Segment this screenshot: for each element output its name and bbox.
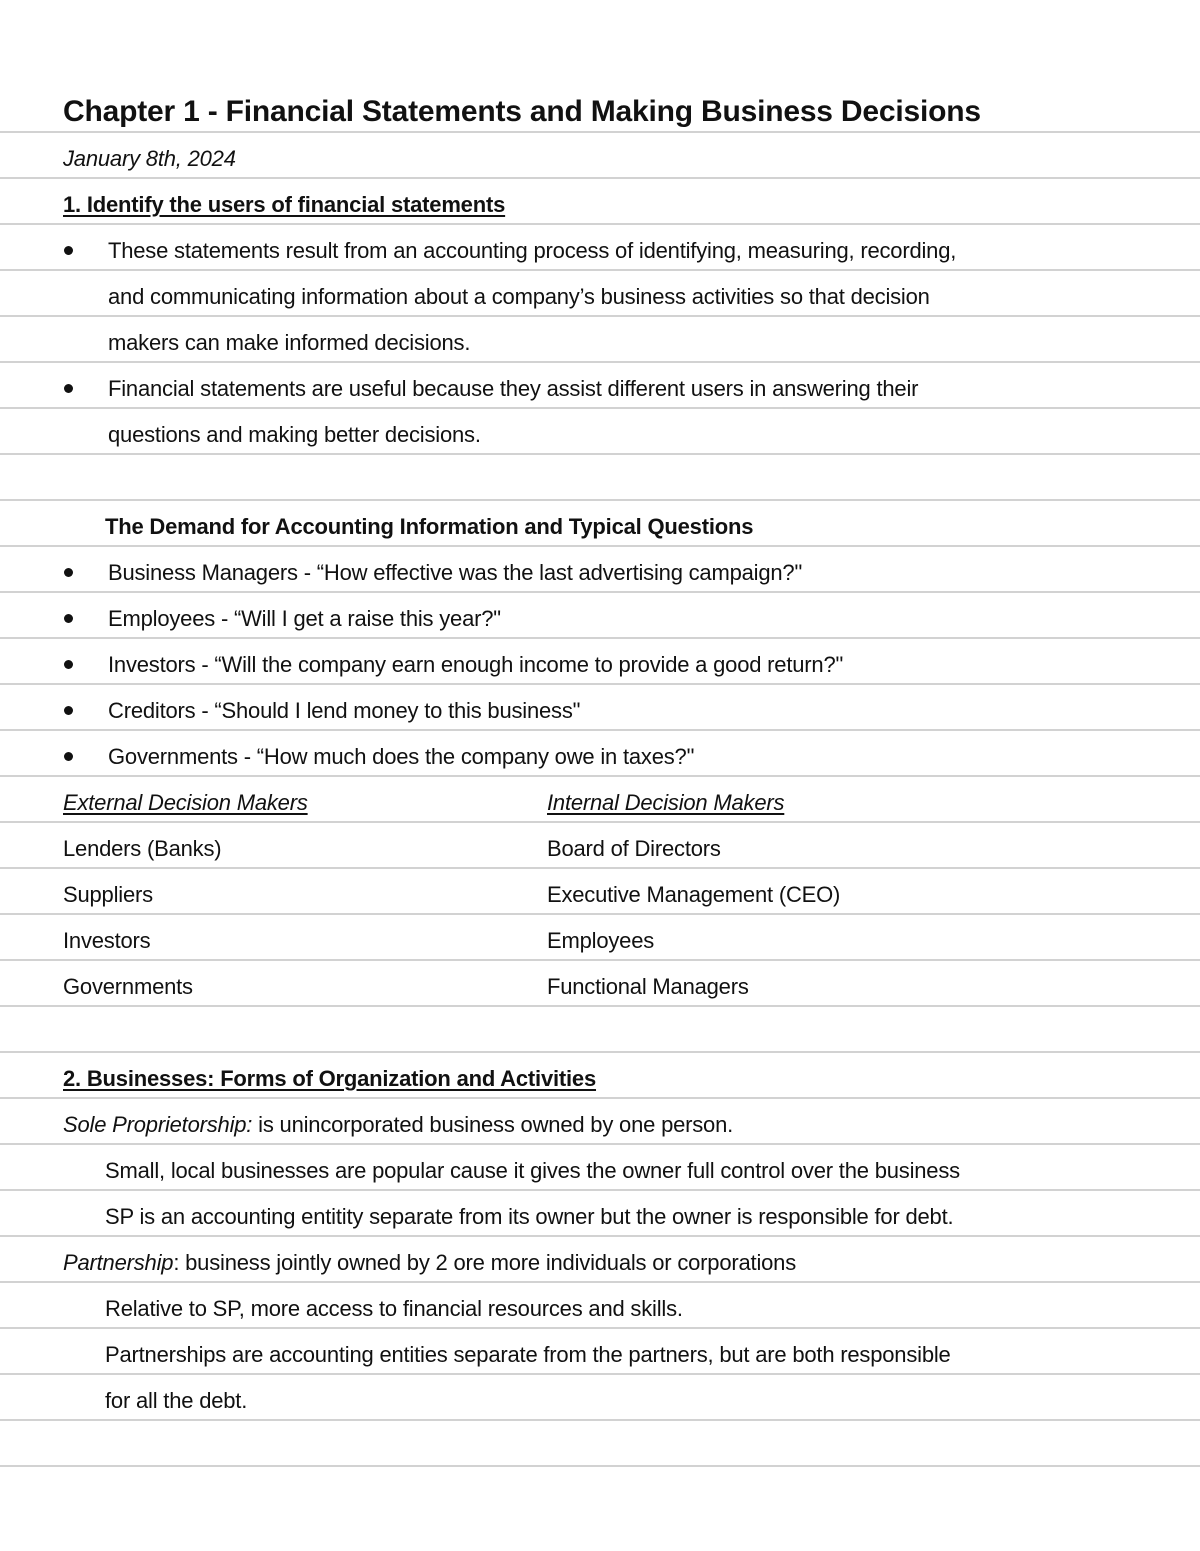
- note: SP is an accounting entitity separate from its owner but the owner is responsible for debt.: [105, 1204, 954, 1229]
- sole-proprietorship-definition: [63, 1112, 733, 1138]
- bullet-text: and communicating information about a company’s business activities so that decision: [108, 284, 930, 309]
- definition: : business jointly owned by 2 ore more individuals or corporations: [173, 1250, 796, 1275]
- bullet-text: Financial statements are useful because they assist different users in answering their: [108, 376, 919, 401]
- external-item: Governments: [63, 974, 193, 999]
- bullet-text: makers can make informed decisions.: [108, 330, 471, 355]
- question-item: Employees - “Will I get a raise this year?": [108, 606, 501, 631]
- section-2-heading: 2. Businesses: Forms of Organization and Activities: [63, 1066, 597, 1091]
- bullet-icon: [64, 660, 73, 669]
- bullet-icon: [64, 246, 73, 255]
- internal-item: Employees: [547, 928, 655, 953]
- bullet-icon: [64, 384, 73, 393]
- external-item: Investors: [63, 928, 151, 953]
- bullet-text: These statements result from an accounting process of identifying, measuring, recording,: [108, 238, 957, 263]
- external-item: Lenders (Banks): [63, 836, 222, 861]
- question-item: Investors - “Will the company earn enough income to provide a good return?": [108, 652, 844, 677]
- section-1-heading: 1. Identify the users of financial statements: [63, 192, 506, 217]
- definition: is unincorporated business owned by one person.: [252, 1112, 734, 1137]
- question-item: Business Managers - “How effective was the last advertising campaign?": [108, 560, 803, 585]
- note: Small, local businesses are popular cause it gives the owner full control over the business: [105, 1158, 960, 1183]
- internal-item: Executive Management (CEO): [547, 882, 841, 907]
- term: Sole Proprietorship:: [63, 1112, 253, 1137]
- question-item: Creditors - “Should I lend money to this business": [108, 698, 581, 723]
- bullet-icon: [64, 752, 73, 761]
- internal-item: Functional Managers: [547, 974, 749, 999]
- date: January 8th, 2024: [63, 146, 236, 171]
- note: Relative to SP, more access to financial resources and skills.: [105, 1296, 683, 1321]
- page-title: Chapter 1 - Financial Statements and Making Business Decisions: [63, 95, 981, 128]
- subheading: The Demand for Accounting Information and Typical Questions: [105, 514, 754, 539]
- internal-item: Board of Directors: [547, 836, 721, 861]
- external-item: Suppliers: [63, 882, 153, 907]
- bullet-icon: [64, 614, 73, 623]
- partnership-definition: [63, 1250, 796, 1276]
- term: Partnership: [63, 1250, 174, 1275]
- note: for all the debt.: [105, 1388, 248, 1413]
- external-header: External Decision Makers: [63, 790, 308, 815]
- bullet-icon: [64, 568, 73, 577]
- question-item: Governments - “How much does the company owe in taxes?": [108, 744, 695, 769]
- internal-header: Internal Decision Makers: [547, 790, 785, 815]
- note: Partnerships are accounting entities separate from the partners, but are both responsible: [105, 1342, 951, 1367]
- bullet-text: questions and making better decisions.: [108, 422, 481, 447]
- bullet-icon: [64, 706, 73, 715]
